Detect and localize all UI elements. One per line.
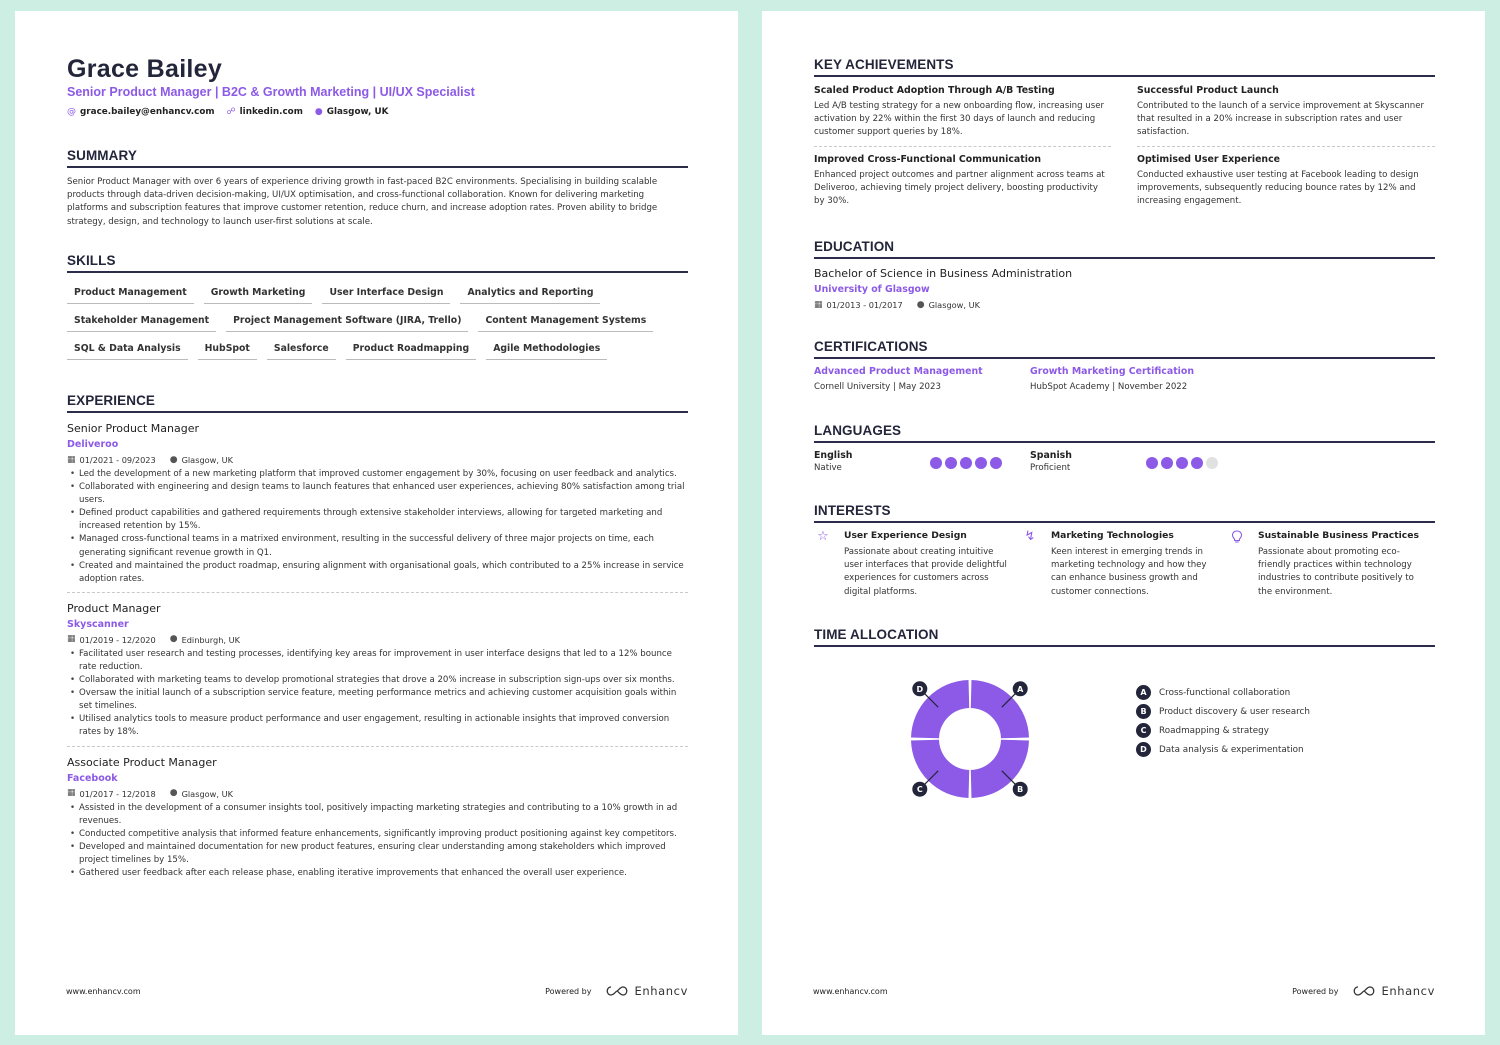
job-meta	[67, 455, 688, 465]
skill-tag: Salesforce	[267, 341, 336, 360]
legend-item	[1136, 740, 1310, 759]
location-text: Glasgow, UK	[326, 107, 389, 117]
resume-page-2	[762, 11, 1485, 1035]
star-icon: ☆	[817, 529, 829, 544]
footer-site[interactable]: www.enhancv.com	[66, 986, 141, 996]
job-bullet: • Developed and maintained documentation for new product features, ensuring clear understanding among stakeholders which improved project timelines by 15%.	[67, 841, 688, 867]
certifications-title: CERTIFICATIONS	[814, 338, 1435, 359]
certification-issuer: HubSpot Academy | November 2022	[1030, 382, 1188, 392]
rating-dot	[1146, 457, 1158, 469]
job-location: Glasgow, UK	[181, 455, 233, 465]
degree: Bachelor of Science in Business Administration	[814, 267, 1073, 280]
resume-page-1	[15, 11, 738, 1035]
rating-dot	[930, 457, 942, 469]
rating-dot	[960, 457, 972, 469]
language-rating	[1146, 457, 1218, 469]
certifications-row	[814, 366, 1435, 392]
powered-by	[1292, 984, 1435, 998]
job-meta	[67, 789, 688, 799]
legend-label: Product discovery & user research	[1159, 706, 1310, 717]
job-bullet: • Managed cross-functional teams in a matrixed environment, resulting in the successful delivery of three major projects on time, each generating significant revenue growth in Q1.	[67, 533, 688, 559]
skill-tag: Product Roadmapping	[346, 341, 476, 360]
skill-tag: HubSpot	[198, 341, 257, 360]
time-allocation-title: TIME ALLOCATION	[814, 626, 1435, 647]
job-entry	[67, 422, 688, 593]
achievement-title: Optimised User Experience	[1137, 153, 1281, 165]
achievement-text: Contributed to the launch of a service improvement at Skyscanner that resulted in a 20% increase in subscription rates and user satisfaction.	[1137, 101, 1425, 138]
job-dates: 01/2017 - 12/2018	[79, 788, 156, 799]
language-name: English	[814, 450, 853, 461]
languages-section	[814, 422, 1435, 475]
job-location: Edinburgh, UK	[181, 634, 240, 645]
enhancv-logo[interactable]	[605, 984, 688, 998]
rating-dot	[1191, 457, 1203, 469]
achievement-item	[1137, 84, 1435, 147]
email-text: grace.bailey@enhancv.com	[80, 107, 215, 117]
legend-badge: B	[1136, 704, 1151, 719]
skill-tag: Growth Marketing	[204, 285, 313, 304]
job-divider	[67, 592, 688, 593]
location-pin-icon: ●	[314, 107, 323, 117]
school: University of Glasgow	[814, 284, 930, 295]
achievements-section	[814, 56, 1435, 214]
location-pin-icon: ●	[169, 634, 178, 645]
interests-title: INTERESTS	[814, 502, 1435, 523]
skills-title: SKILLS	[67, 252, 688, 273]
languages-title: LANGUAGES	[814, 422, 1435, 443]
job-bullet: • Gathered user feedback after each release phase, enabling iterative improvements that enhanced the overall user experience.	[67, 867, 688, 880]
certification-name: Advanced Product Management	[814, 366, 983, 377]
skill-tag: SQL & Data Analysis	[67, 341, 188, 360]
donut-label: A	[1017, 684, 1024, 694]
education-title: EDUCATION	[814, 238, 1435, 259]
skill-tag: User Interface Design	[322, 285, 450, 304]
powered-by-text: Powered by	[1292, 986, 1339, 996]
achievement-text: Enhanced project outcomes and partner alignment across teams at Deliveroo, achieving timely project delivery, boosting productivity by 30%.	[814, 169, 1105, 207]
calendar-icon: ▦	[67, 634, 76, 645]
job-bullet: • Conducted competitive analysis that informed feature enhancements, significantly improving product positioning against key competitors.	[67, 828, 688, 841]
legend-item	[1136, 683, 1310, 702]
rating-dot	[1206, 457, 1218, 469]
job-divider	[67, 746, 688, 747]
calendar-icon: ▦	[67, 454, 76, 465]
candidate-name: Grace Bailey	[67, 55, 223, 83]
language-item	[1030, 450, 1246, 475]
job-bullet: • Created and maintained the product roadmap, ensuring alignment with organisational goals, which contributed to a 25% increase in service adoption rates.	[67, 560, 688, 586]
donut-label: C	[916, 785, 923, 795]
experience-title: EXPERIENCE	[67, 392, 688, 413]
language-level: Proficient	[1030, 463, 1071, 473]
interest-title: User Experience Design	[844, 530, 967, 541]
skills-list	[67, 285, 667, 360]
language-level: Native	[814, 463, 842, 473]
linkedin-text: linkedin.com	[239, 107, 303, 117]
interest-title: Sustainable Business Practices	[1258, 530, 1419, 541]
contact-linkedin[interactable]	[227, 107, 303, 117]
job-title: Associate Product Manager	[67, 755, 217, 769]
skills-section	[67, 252, 688, 360]
legend-badge: A	[1136, 685, 1151, 700]
infinity-icon	[605, 985, 629, 997]
education-meta	[814, 300, 1435, 310]
legend-badge: D	[1136, 742, 1151, 757]
skill-tag: Analytics and Reporting	[460, 285, 600, 304]
skill-tag: Stakeholder Management	[67, 313, 216, 332]
legend-item	[1136, 702, 1310, 721]
rating-dot	[945, 457, 957, 469]
interests-section	[814, 502, 1435, 599]
contact-email[interactable]	[67, 107, 215, 117]
link-icon: ☍	[226, 107, 236, 117]
achievement-item	[814, 147, 1111, 215]
achievements-grid	[814, 84, 1435, 214]
legend-label: Cross-functional collaboration	[1159, 687, 1291, 698]
achievement-text: Conducted exhaustive user testing at Facebook leading to design improvements, subsequently reducing bounce rates by 12% and increasing engagement.	[1137, 169, 1419, 207]
education-location: Glasgow, UK	[928, 300, 980, 310]
achievement-title: Improved Cross-Functional Communication	[814, 153, 1042, 165]
job-bullet: • Led the development of a new marketing platform that improved customer engagement by 30%, focusing on user feedback and analytics.	[67, 468, 688, 481]
rating-dot	[1161, 457, 1173, 469]
footer	[813, 984, 1435, 998]
interest-text: Passionate about creating intuitive user interfaces that provide delightful experiences for customers across digital platforms.	[844, 547, 1007, 597]
location-pin-icon: ●	[916, 299, 925, 310]
job-bullet: • Oversaw the initial launch of a subscription service feature, meeting performance metrics and achieving customer acquisition goals within set timelines.	[67, 687, 688, 713]
job-bullets	[67, 468, 688, 586]
footer-site[interactable]: www.enhancv.com	[813, 986, 888, 996]
job-bullet: • Facilitated user research and testing processes, identifying key areas for improvement in user interface designs that led to a 12% bounce rate reduction.	[67, 648, 688, 674]
skill-tag: Product Management	[67, 285, 194, 304]
certification-name: Growth Marketing Certification	[1030, 366, 1195, 377]
contact-location	[315, 107, 389, 117]
candidate-headline: Senior Product Manager | B2C & Growth Marketing | UI/UX Specialist	[67, 85, 475, 99]
achievements-title: KEY ACHIEVEMENTS	[814, 56, 1435, 77]
job-company: Facebook	[67, 772, 118, 784]
certification-item	[814, 366, 1030, 392]
skill-tag: Project Management Software (JIRA, Trello)	[226, 313, 468, 332]
enhancv-logo[interactable]	[1352, 984, 1435, 998]
education-section	[814, 238, 1435, 310]
summary-section	[67, 147, 688, 229]
calendar-icon: ▦	[814, 299, 823, 310]
interest-item	[1228, 530, 1435, 599]
job-bullet: • Collaborated with marketing teams to develop promotional strategies that drove a 20% increase in subscription sign-ups over six months.	[67, 674, 688, 687]
job-bullet: • Defined product capabilities and gathered requirements through extensive stakeholder interviews, allowing for targeted marketing and increased retention by 15%.	[67, 507, 688, 533]
lightning-icon: ↯	[1024, 529, 1036, 544]
powered-by	[545, 984, 688, 998]
job-bullet: • Utilised analytics tools to measure product performance and user engagement, resulting in actionable insights that improved conversion rates by 18%.	[67, 713, 688, 739]
achievement-item	[814, 84, 1111, 147]
job-bullet: • Assisted in the development of a consumer insights tool, positively impacting marketing strategies and contributing to a 10% growth in ad revenues.	[67, 802, 688, 828]
experience-section	[67, 392, 688, 880]
contact-row	[67, 107, 688, 117]
calendar-icon: ▦	[67, 788, 76, 798]
job-company: Skyscanner	[67, 618, 129, 630]
education-dates: 01/2013 - 01/2017	[826, 300, 903, 310]
donut-label: B	[1017, 785, 1024, 795]
interest-item	[814, 530, 1021, 599]
rating-dot	[990, 457, 1002, 469]
job-entry	[67, 602, 688, 747]
at-icon: @	[67, 107, 76, 117]
summary-text: Senior Product Manager with over 6 years of experience driving growth in fast-paced B2C environments. Specialising in building scalable products through data-driven decision-making, UI/UX optimisation, and cross-functional collaboration. Known for delivering marketing platforms and subscription features that improve customer retention, reduce churn, and increase adoption rates. Proven ability to bridge strategy, design, and technology to launch user-first solutions at scale.	[67, 177, 658, 227]
header	[67, 55, 688, 117]
brand-text: Enhancv	[634, 984, 688, 998]
interest-title: Marketing Technologies	[1051, 530, 1174, 541]
skill-tag: Agile Methodologies	[486, 341, 607, 360]
languages-row	[814, 450, 1435, 475]
time-allocation-donut	[870, 660, 1070, 810]
job-title: Product Manager	[67, 601, 161, 615]
certifications-section	[814, 338, 1435, 392]
achievement-title: Scaled Product Adoption Through A/B Testing	[814, 85, 1055, 96]
brand-text: Enhancv	[1381, 984, 1435, 998]
legend-label: Data analysis & experimentation	[1159, 744, 1304, 755]
skill-tag: Content Management Systems	[478, 313, 653, 332]
job-bullets	[67, 648, 688, 740]
powered-by-text: Powered by	[545, 986, 592, 996]
location-pin-icon: ●	[169, 788, 178, 798]
job-dates: 01/2021 - 09/2023	[79, 455, 156, 465]
certification-issuer: Cornell University | May 2023	[814, 382, 941, 392]
job-bullets	[67, 802, 688, 881]
interest-text: Keen interest in emerging trends in marketing technology and how they can enhance business growth and customer connections.	[1051, 547, 1207, 597]
time-allocation-legend	[1136, 683, 1310, 759]
language-rating	[930, 457, 1002, 469]
donut-label: D	[916, 684, 924, 694]
time-allocation-section	[814, 626, 1435, 796]
job-company: Deliveroo	[67, 439, 119, 450]
job-title: Senior Product Manager	[67, 422, 200, 435]
job-bullet: • Collaborated with engineering and design teams to launch features that enhanced user experiences, achieving 80% satisfaction among trial users.	[67, 481, 688, 507]
legend-item	[1136, 721, 1310, 740]
interests-row	[814, 530, 1435, 599]
language-item	[814, 450, 1030, 475]
certification-item	[1030, 366, 1246, 392]
achievement-item	[1137, 147, 1435, 215]
job-location: Glasgow, UK	[181, 788, 233, 799]
rating-dot	[975, 457, 987, 469]
job-entry	[67, 756, 688, 881]
legend-label: Roadmapping & strategy	[1159, 725, 1269, 736]
interest-text: Passionate about promoting eco-friendly practices within technology industries to contribute positively to the environment.	[1258, 547, 1414, 597]
legend-badge: C	[1136, 723, 1151, 738]
job-dates: 01/2019 - 12/2020	[79, 634, 156, 645]
lightbulb-icon	[1228, 530, 1246, 599]
footer	[66, 984, 688, 998]
job-meta	[67, 635, 688, 645]
interest-item	[1021, 530, 1228, 599]
infinity-icon	[1352, 985, 1376, 997]
language-name: Spanish	[1030, 450, 1072, 461]
location-pin-icon: ●	[169, 454, 178, 465]
summary-title: SUMMARY	[67, 147, 688, 168]
achievement-text: Led A/B testing strategy for a new onboarding flow, increasing user activation by 22% within the first 30 days of launch and reducing customer support queries by 18%.	[814, 101, 1105, 138]
jobs-list	[67, 422, 688, 880]
rating-dot	[1176, 457, 1188, 469]
achievement-title: Successful Product Launch	[1137, 85, 1279, 96]
